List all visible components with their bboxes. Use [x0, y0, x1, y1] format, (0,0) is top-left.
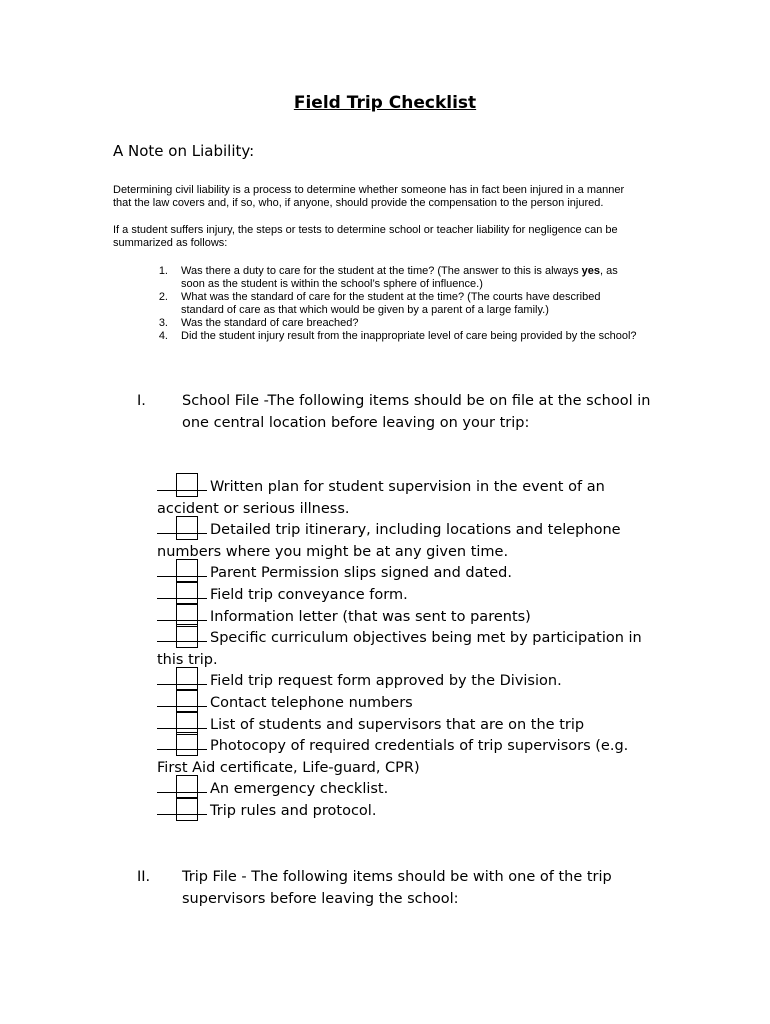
checkbox[interactable]	[176, 732, 198, 756]
section-trip-file	[137, 867, 657, 911]
checklist-item-label: Written plan for student supervision in the event of an	[210, 479, 605, 495]
section-heading-line: School File -The following items should be on file at the school in	[182, 393, 651, 409]
liability-paragraph-2	[113, 224, 673, 250]
list-number: 1.	[158, 265, 168, 277]
checklist-item-continuation: First Aid certificate, Life-guard, CPR)	[157, 759, 420, 776]
list-item-line: What was the standard of care for the student at the time? (The courts have described	[181, 291, 601, 303]
checkbox[interactable]	[176, 711, 198, 735]
checklist-item-label: Field trip conveyance form.	[210, 586, 408, 603]
checkbox[interactable]	[176, 667, 198, 691]
section-heading-line: one central location before leaving on your trip:	[182, 414, 530, 431]
checkbox[interactable]	[176, 581, 198, 605]
page-title: Field Trip Checklist	[293, 93, 477, 113]
checklist-item	[157, 715, 642, 737]
section-heading-line: supervisors before leaving the school:	[182, 890, 459, 907]
list-number: 4.	[158, 330, 168, 342]
section-number: I.	[137, 393, 146, 409]
checkbox[interactable]	[176, 603, 198, 627]
list-number: 3.	[158, 317, 168, 329]
checklist-item	[157, 520, 642, 542]
list-item	[152, 317, 672, 330]
list-item-line: Was the standard of care breached?	[181, 317, 359, 329]
checklist-item	[157, 779, 642, 801]
checklist-item	[157, 736, 642, 758]
list-item	[152, 330, 672, 343]
list-item-line: standard of care as that which would be given by a parent of a large family.)	[181, 304, 549, 316]
checkbox[interactable]	[176, 473, 198, 497]
checklist-item-label: Specific curriculum objectives being met by participation in	[210, 630, 642, 647]
section-heading	[182, 867, 657, 910]
section-number: II.	[137, 869, 151, 885]
checklist-item	[157, 693, 642, 715]
checklist-item	[157, 628, 642, 650]
list-item	[152, 291, 672, 317]
checklist-item	[157, 801, 642, 823]
checklist-item-label: Parent Permission slips signed and dated.	[210, 565, 512, 582]
paragraph-line: If a student suffers injury, the steps or tests to determine school or teacher liability for negligence can be	[113, 224, 618, 236]
checkbox[interactable]	[176, 559, 198, 583]
checklist-item-label: An emergency checklist.	[210, 781, 389, 798]
liability-tests-list	[152, 265, 672, 343]
checklist-item-label: Detailed trip itinerary, including locations and telephone	[210, 522, 621, 539]
checklist-item-label: Contact telephone numbers	[210, 694, 413, 711]
checklist-item-continuation: this trip.	[157, 651, 218, 668]
list-item-line: Did the student injury result from the inappropriate level of care being provided by the school?	[181, 330, 637, 342]
school-file-checklist	[157, 477, 642, 823]
checkbox[interactable]	[176, 516, 198, 540]
section-heading	[182, 391, 657, 434]
checklist-item-label: Photocopy of required credentials of trip supervisors (e.g.	[210, 738, 629, 755]
checkbox[interactable]	[176, 775, 198, 799]
checkbox[interactable]	[176, 689, 198, 713]
checklist-item-continuation: accident or serious illness.	[157, 500, 350, 517]
checklist-item	[157, 477, 642, 499]
checkbox[interactable]	[176, 797, 198, 821]
list-item	[152, 265, 672, 291]
checklist-item-label: Trip rules and protocol.	[210, 802, 377, 819]
checklist-item-label: Field trip request form approved by the Division.	[210, 673, 562, 690]
paragraph-line: Determining civil liability is a process to determine whether someone has in fact been injured in a manner	[113, 184, 625, 196]
list-item-line: Was there a duty to care for the student at the time? (The answer to this is always yes, as	[181, 265, 618, 277]
checklist-item	[157, 585, 642, 607]
checklist-item-continuation: numbers where you might be at any given time.	[157, 543, 509, 560]
paragraph-line: that the law covers and, if so, who, if anyone, should provide the compensation to the person injured.	[113, 197, 604, 209]
checklist-item	[157, 671, 642, 693]
section-school-file	[137, 391, 657, 435]
checklist-item-label: Information letter (that was sent to parents)	[210, 608, 531, 625]
note-heading: A Note on Liability:	[113, 142, 255, 160]
liability-paragraph-1	[113, 184, 673, 210]
list-item-line: soon as the student is within the school’s sphere of influence.)	[181, 278, 483, 290]
checkbox[interactable]	[176, 624, 198, 648]
checklist-item	[157, 607, 642, 629]
paragraph-line: summarized as follows:	[113, 237, 228, 249]
checklist-item-label: List of students and supervisors that are on the trip	[210, 716, 585, 733]
section-heading-line: Trip File - The following items should be with one of the trip	[182, 869, 612, 885]
checklist-item	[157, 563, 642, 585]
list-number: 2.	[158, 291, 168, 303]
